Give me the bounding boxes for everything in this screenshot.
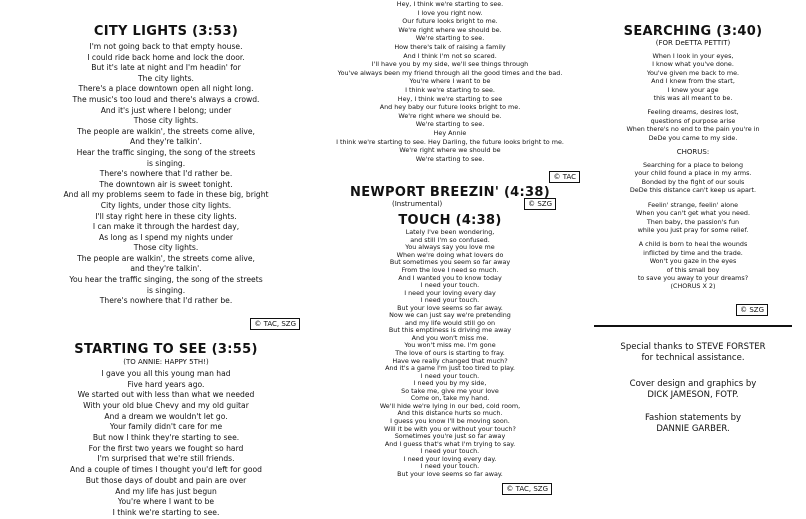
lyric-line: Feelin' strange, feelin' alone bbox=[647, 200, 739, 209]
lyric-line: You're where I want to be bbox=[409, 77, 491, 86]
lyric-line: DeDe you came to my side. bbox=[648, 133, 738, 142]
lyric-line: You've given me back to me. bbox=[646, 68, 740, 77]
fashion-credit: Fashion statements by DANNIE GARBER. bbox=[644, 412, 742, 434]
credit-box: © TAC bbox=[549, 171, 580, 183]
divider-line bbox=[594, 325, 792, 327]
lyric-line: Hey, I think we're starting to see. bbox=[396, 0, 504, 8]
lyric-line: And my life has just begun bbox=[115, 486, 217, 496]
lyric-line: Sometimes you're just so far away bbox=[394, 432, 506, 441]
lyric-line: You're where I want to be bbox=[117, 497, 215, 507]
lyric-line: Then baby, the passion's fun bbox=[646, 217, 740, 226]
chorus-label: CHORUS: bbox=[676, 148, 710, 157]
lyric-line: your child found a place in my arms. bbox=[634, 169, 752, 178]
lyrics-searching-verse-3 bbox=[594, 201, 792, 235]
lyric-line: DeDe this distance can't keep us apart. bbox=[629, 186, 757, 195]
column-2 bbox=[316, 0, 584, 495]
lyric-line: There's a place downtown open all night long. bbox=[78, 84, 254, 94]
lyric-line: A child is born to heal the wounds bbox=[638, 240, 748, 249]
lyric-line: And they're talkin'. bbox=[130, 137, 202, 147]
lyric-line: questions of purpose arise bbox=[650, 116, 736, 125]
special-thanks: Special thanks to STEVE FORSTER for technical assistance. bbox=[620, 341, 766, 363]
lyric-line: to save you away to your dreams? bbox=[637, 273, 749, 282]
credit-box: © SZG bbox=[736, 304, 768, 316]
lyric-line: And a couple of times I thought you'd left for good bbox=[70, 465, 262, 475]
lyric-line: Lately I've been wondering, bbox=[405, 228, 495, 237]
lyric-line: And it's a game I'm just too tired to play. bbox=[385, 364, 515, 373]
lyric-line: I'm not going back to that empty house. bbox=[89, 42, 243, 51]
lyric-line: When I look in your eyes, bbox=[652, 52, 734, 60]
lyric-line: But this emptiness is driving me away bbox=[388, 326, 512, 335]
lyric-line: inflicted by time and the trade. bbox=[643, 248, 743, 257]
lyrics-searching-verse-4 bbox=[594, 240, 792, 290]
lyric-line: The people are walkin', the streets come alive, bbox=[77, 126, 255, 136]
song-subtitle-instrumental: (Instrumental) bbox=[392, 200, 443, 209]
lyric-line: The people are walkin', the streets come alive, bbox=[77, 253, 255, 263]
lyric-line: Those city lights. bbox=[133, 243, 199, 253]
lyric-line: Won't you gaze in the eyes bbox=[649, 257, 737, 266]
column-1 bbox=[28, 0, 304, 519]
lyrics-starting-to-see-continued bbox=[316, 0, 584, 163]
lyrics-searching-verse-1 bbox=[594, 52, 792, 102]
lyric-line: (CHORUS X 2) bbox=[670, 282, 716, 291]
lyric-line: Will it be with you or without your touch? bbox=[384, 424, 516, 433]
lyric-line: I think we're starting to see. bbox=[112, 507, 220, 517]
lyric-line: Hear the traffic singing, the song of the streets bbox=[76, 147, 256, 157]
song-title-touch: TOUCH (4:38) bbox=[398, 213, 502, 229]
lyric-line: Five hard years ago. bbox=[127, 379, 205, 389]
lyric-line: I can make it through the hardest day, bbox=[92, 222, 240, 232]
lyric-line: But now I think they're starting to see. bbox=[92, 433, 240, 443]
lyric-line: And I knew from the start, bbox=[651, 77, 735, 86]
lyrics-searching-verse-2 bbox=[594, 108, 792, 142]
lyric-line: How there's talk of raising a family bbox=[394, 42, 506, 51]
lyric-line: Bonded by the fight of our souls bbox=[641, 177, 745, 186]
lyric-line: We're right where we should be bbox=[399, 146, 501, 155]
lyric-line: You always say you love me bbox=[405, 243, 495, 252]
lyric-line: And I wanted you to know today bbox=[398, 273, 502, 282]
lyric-line: We're starting to see. bbox=[415, 34, 485, 43]
lyric-line: Come on, take my hand. bbox=[410, 394, 490, 403]
lyric-line: I need your touch. bbox=[420, 462, 480, 471]
lyric-line: I need your touch. bbox=[420, 447, 480, 456]
lyric-line: I think we're starting to see. Hey Darling, the future looks bright to me. bbox=[336, 137, 564, 146]
song-title-starting-to-see: STARTING TO SEE (3:55) bbox=[74, 341, 258, 357]
lyric-line: I love you right now. bbox=[417, 8, 483, 17]
lyric-line: Now we can just say we're pretending bbox=[389, 311, 511, 320]
lyric-line: and they're talkin'. bbox=[130, 264, 202, 274]
lyric-line: I'm surprised that we're still friends. bbox=[97, 454, 235, 464]
lyric-line: But sometimes you seem so far away bbox=[389, 258, 511, 267]
lyric-line: And it's just where I belong; under bbox=[100, 105, 232, 115]
lyric-line: City lights, under those city lights. bbox=[100, 200, 232, 210]
lyric-line: And I guess that's what I'm trying to say. bbox=[384, 439, 516, 448]
lyric-line: The love of ours is starting to fray. bbox=[395, 349, 505, 358]
lyric-line: But it's late at night and I'm headin' for bbox=[91, 63, 241, 73]
lyric-line: From the love I need so much. bbox=[401, 266, 499, 275]
lyric-line: I could ride back home and lock the door. bbox=[87, 52, 245, 62]
lyrics-city-lights bbox=[28, 42, 304, 307]
lyric-line: Our future looks bright to me. bbox=[402, 17, 498, 26]
lyric-line: Hey Annie bbox=[433, 128, 467, 137]
lyric-line: The downtown air is sweet tonight. bbox=[99, 179, 233, 189]
lyric-line: I know what you've done. bbox=[652, 60, 734, 69]
lyric-line: And this distance hurts so much. bbox=[397, 409, 503, 418]
lyric-line: We're right where we should be. bbox=[398, 111, 502, 120]
lyric-line: We're starting to see. bbox=[415, 120, 485, 129]
lyric-line: We're right where we should be. bbox=[398, 25, 502, 34]
lyric-line: And a dream we wouldn't let go. bbox=[104, 411, 228, 421]
lyric-line: Feeling dreams, desires lost, bbox=[647, 108, 739, 117]
song-dedication: (FOR DeETTA PETTIT) bbox=[655, 39, 731, 47]
lyric-line: Searching for a place to belong bbox=[642, 161, 744, 170]
lyric-line: When there's no end to the pain you're in bbox=[626, 125, 760, 134]
lyric-line: We started out with less than what we needed bbox=[77, 390, 255, 400]
lyric-line: But those days of doubt and pain are over bbox=[85, 475, 247, 485]
credit-box: © SZG bbox=[524, 198, 556, 210]
lyric-line: I guess you know I'll be moving soon. bbox=[390, 416, 510, 425]
lyric-line: I'll have you by my side, we'll see things through bbox=[371, 60, 529, 69]
cover-credit: Cover design and graphics by DICK JAMESON, FOTP. bbox=[629, 378, 757, 400]
lyric-line: And all my problems seem to fade in these big, bright bbox=[63, 190, 269, 200]
lyric-line: I gave you all this young man had bbox=[101, 368, 231, 378]
lyric-line: is singing. bbox=[146, 285, 186, 295]
song-title-searching: SEARCHING (3:40) bbox=[623, 24, 763, 39]
lyric-line: Have we really changed that much? bbox=[392, 356, 508, 365]
lyric-line: I need your loving every day. bbox=[403, 454, 497, 463]
lyrics-starting-to-see bbox=[28, 369, 304, 519]
lyric-line: You won't miss me. I'm gone bbox=[404, 341, 496, 350]
lyric-line: When we're doing what lovers do bbox=[396, 250, 504, 259]
lyric-line: You hear the traffic singing, the song of the streets bbox=[69, 275, 263, 285]
credit-box: © TAC, SZG bbox=[250, 318, 300, 330]
lyric-line: I think we're starting to see. bbox=[405, 85, 495, 94]
lyric-line: I need your loving every day bbox=[404, 288, 496, 297]
lyric-line: I knew your age bbox=[667, 85, 719, 94]
column-3 bbox=[594, 0, 792, 435]
lyric-line: Hey, I think we're starting to see bbox=[397, 94, 503, 103]
credit-box: © TAC, SZG bbox=[502, 483, 552, 495]
lyric-line: of this small boy bbox=[666, 265, 720, 274]
lyric-line: But your love seems so far away. bbox=[397, 303, 503, 312]
song-title-city-lights: CITY LIGHTS (3:53) bbox=[93, 24, 239, 39]
lyric-line: I need your touch. bbox=[420, 371, 480, 380]
song-dedication: (TO ANNIE: HAPPY 5TH!) bbox=[123, 357, 209, 366]
lyric-line: With your old blue Chevy and my old guitar bbox=[83, 400, 249, 410]
lyric-line: I need your touch. bbox=[420, 296, 480, 305]
lyric-line: As long as I spend my nights under bbox=[99, 232, 233, 242]
lyric-line: When you can't get what you need. bbox=[636, 209, 750, 218]
lyric-line: And you won't miss me. bbox=[411, 333, 489, 342]
lyric-line: You've always been my friend through all the good times and the bad. bbox=[337, 68, 563, 77]
lyric-line: and still I'm so confused. bbox=[410, 235, 490, 244]
lyric-line: I'll stay right here in these city lights. bbox=[95, 211, 237, 221]
lyric-line: There's nowhere that I'd rather be. bbox=[99, 296, 233, 306]
lyric-line: So take me, give me your love bbox=[401, 386, 499, 395]
lyric-line: Those city lights. bbox=[133, 116, 199, 126]
lyric-line: We'll hide we're lying in our bed, cold room, bbox=[379, 401, 521, 410]
lyric-line: and my life would still go on bbox=[404, 318, 496, 327]
lyric-line: Your family didn't care for me bbox=[109, 422, 223, 432]
song-title-newport-breezin: NEWPORT BREEZIN' (4:38) bbox=[350, 185, 550, 201]
lyric-line: The city lights. bbox=[138, 73, 194, 83]
lyric-line: this was all meant to be. bbox=[653, 94, 733, 103]
lyric-line: There's nowhere that I'd rather be. bbox=[99, 169, 233, 179]
lyric-line: I need you by my side, bbox=[413, 379, 487, 388]
lyric-line: But your love seems so far away. bbox=[397, 469, 503, 478]
lyric-line: I need your touch. bbox=[420, 281, 480, 290]
lyric-line: For the first two years we fought so hard bbox=[88, 443, 244, 453]
lyrics-touch bbox=[316, 229, 584, 478]
lyric-line: And hey baby our future looks bright to me. bbox=[379, 103, 521, 112]
lyric-line: is singing. bbox=[146, 158, 186, 168]
lyric-line: And I think I'm not so scared. bbox=[403, 51, 497, 60]
lyrics-searching-chorus bbox=[594, 161, 792, 195]
lyric-line: The music's too loud and there's always a crowd. bbox=[72, 94, 260, 104]
lyric-line: We're starting to see. bbox=[415, 154, 485, 163]
lyric-line: while you just pray for some relief. bbox=[637, 225, 749, 234]
